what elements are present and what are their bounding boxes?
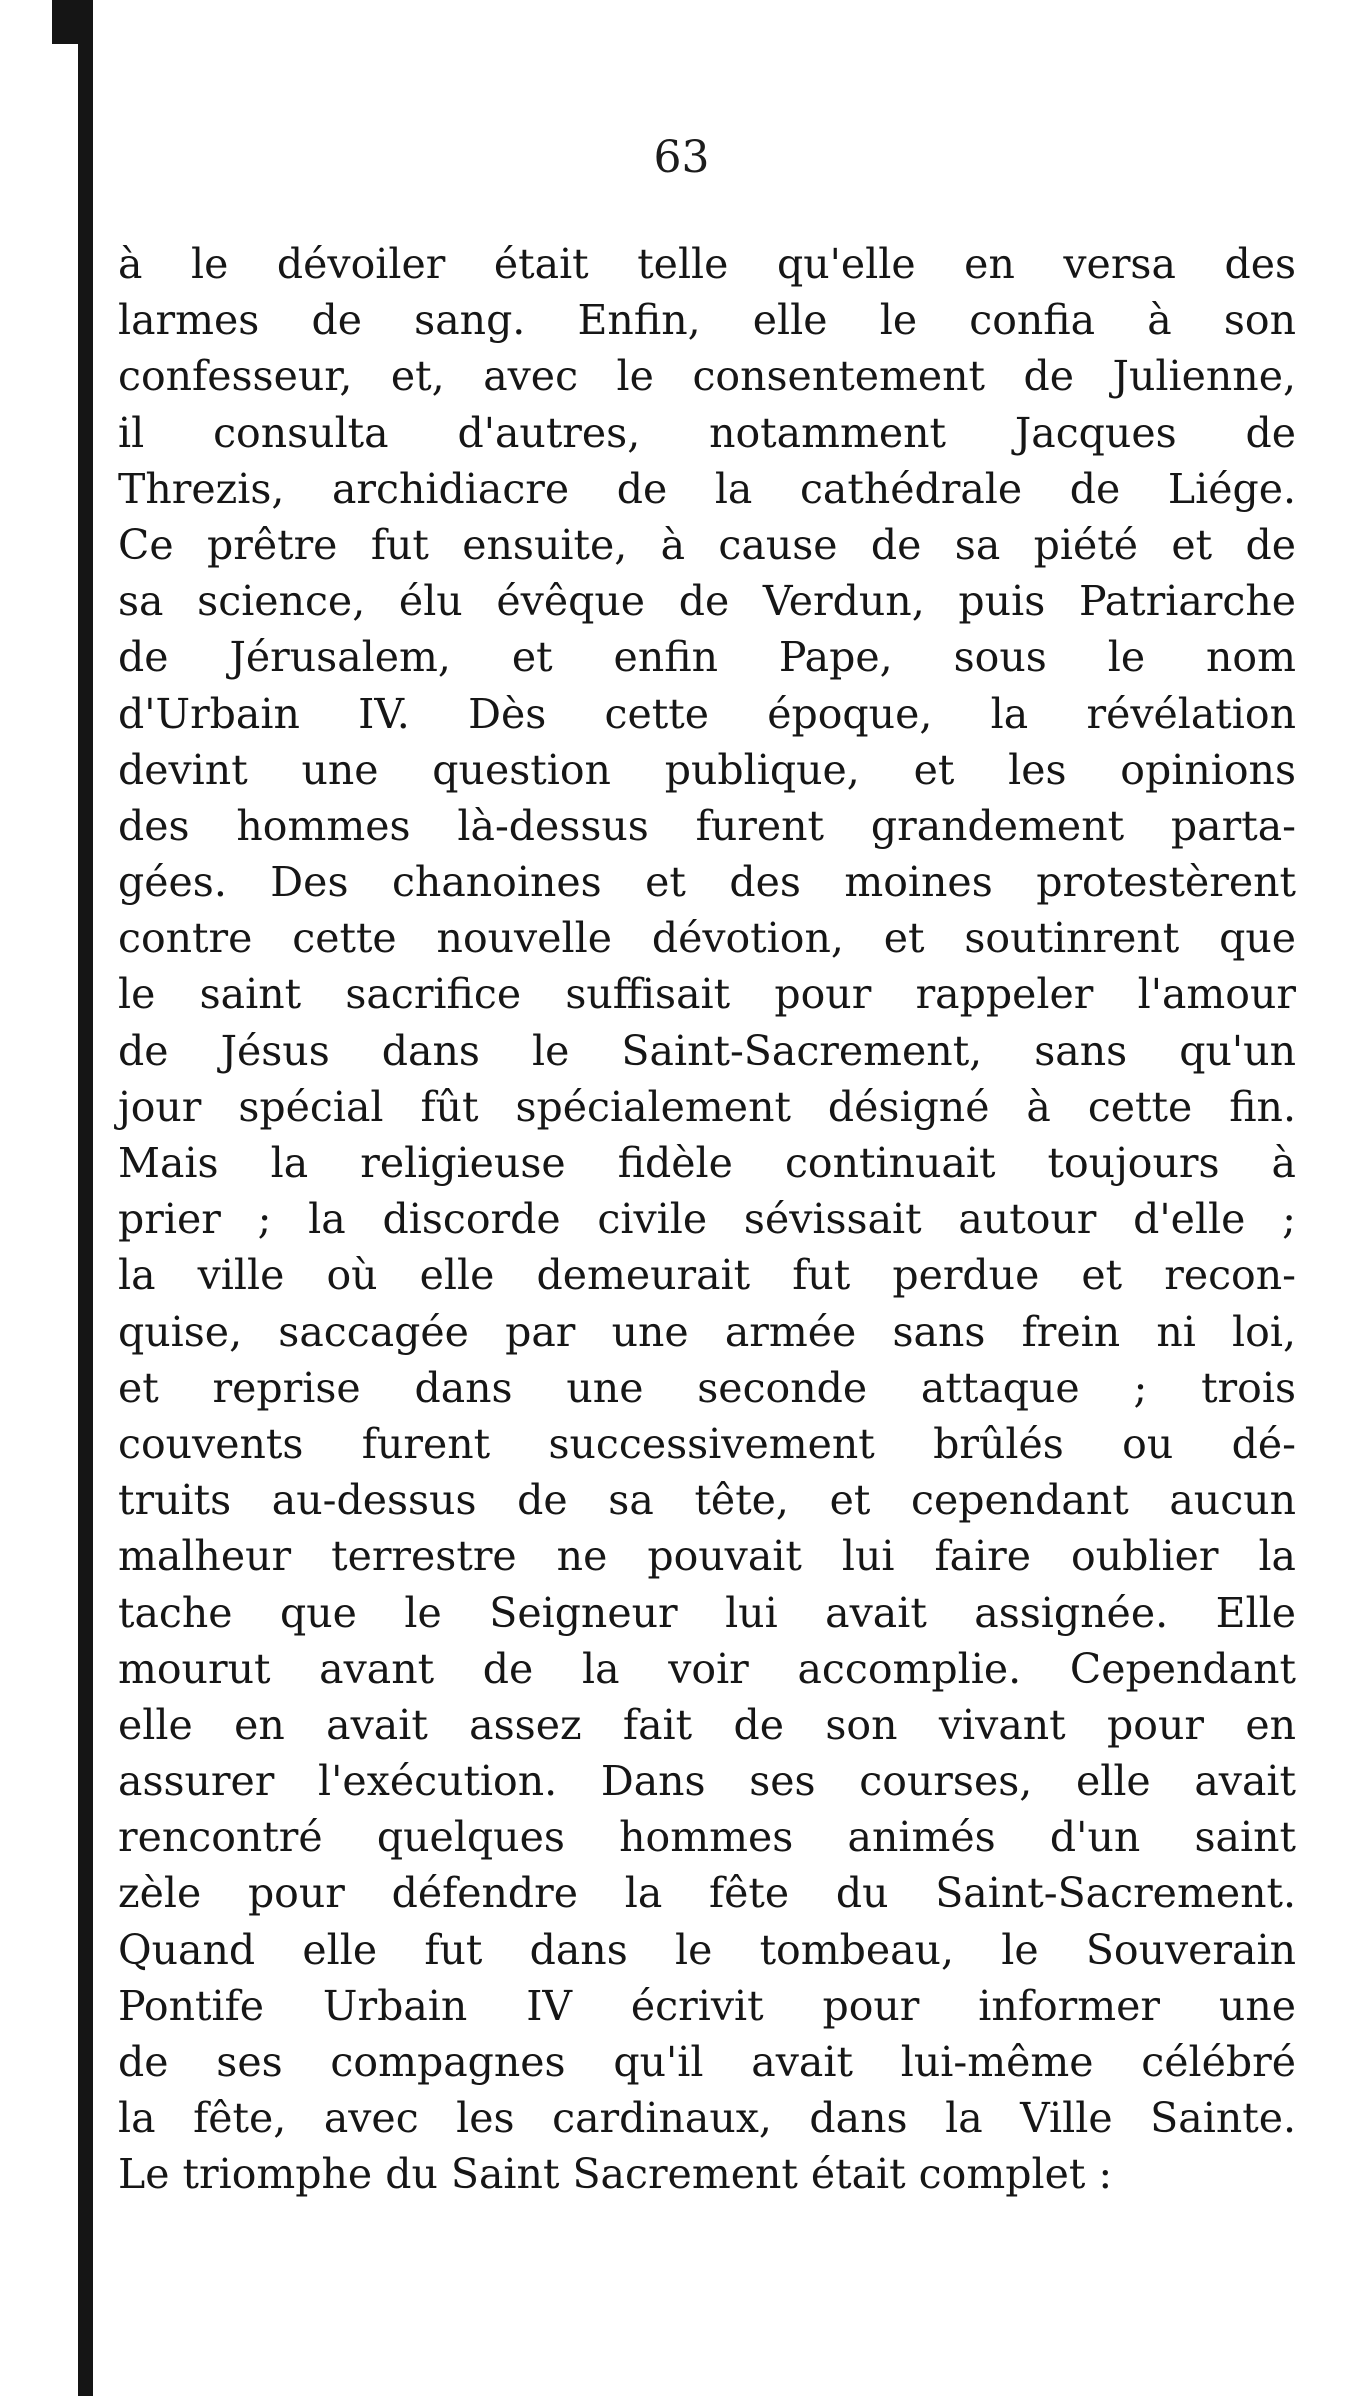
text-line: de ses compagnes qu'il avait lui-même célébré bbox=[118, 2038, 1296, 2086]
text-line: Mais la religieuse fidèle continuait toujours à bbox=[118, 1139, 1296, 1187]
text-line: confesseur, et, avec le consentement de Julienne, bbox=[118, 352, 1296, 401]
book-spine-corner bbox=[52, 0, 88, 44]
text-line: de Jésus dans le Saint-Sacrement, sans qu'un bbox=[118, 1026, 1296, 1075]
text-line: Le triomphe du Saint Sacrement était complet : bbox=[118, 2150, 1113, 2199]
text-line: il consulta d'autres, notamment Jacques de bbox=[118, 408, 1296, 457]
text-line: contre cette nouvelle dévotion, et soutinrent que bbox=[118, 914, 1296, 963]
text-line: le saint sacrifice suffisait pour rappeler l'amour bbox=[118, 970, 1296, 1019]
text-line: de Jérusalem, et enfin Pape, sous le nom bbox=[118, 633, 1296, 682]
text-line: la fête, avec les cardinaux, dans la Ville Sainte. bbox=[118, 2094, 1296, 2143]
text-line: Pontife Urbain IV écrivit pour informer une bbox=[118, 1981, 1296, 2030]
text-line: jour spécial fût spécialement désigné à cette fin. bbox=[118, 1082, 1296, 1131]
text-line: zèle pour défendre la fête du Saint-Sacrement. bbox=[118, 1869, 1296, 1918]
text-line: larmes de sang. Enfin, elle le confia à son bbox=[118, 296, 1296, 345]
text-line: des hommes là-dessus furent grandement parta- bbox=[118, 801, 1296, 850]
text-line: à le dévoiler était telle qu'elle en versa des bbox=[118, 240, 1296, 288]
text-line: truits au-dessus de sa tête, et cependant aucun bbox=[118, 1476, 1296, 1525]
text-line: quise, saccagée par une armée sans frein ni loi, bbox=[118, 1307, 1296, 1356]
text-line: Threzis, archidiacre de la cathédrale de Liége. bbox=[118, 464, 1296, 513]
text-line: devint une question publique, et les opinions bbox=[118, 745, 1296, 794]
text-line: la ville où elle demeurait fut perdue et recon- bbox=[118, 1251, 1296, 1300]
text-line: d'Urbain IV. Dès cette époque, la révélation bbox=[118, 689, 1296, 738]
text-line: Quand elle fut dans le tombeau, le Souverain bbox=[118, 1925, 1296, 1974]
text-line: Ce prêtre fut ensuite, à cause de sa piété et de bbox=[118, 520, 1296, 569]
text-line: rencontré quelques hommes animés d'un saint bbox=[118, 1813, 1296, 1862]
text-line: mourut avant de la voir accomplie. Cependant bbox=[118, 1644, 1296, 1693]
book-spine-edge bbox=[78, 0, 93, 2396]
body-text bbox=[118, 236, 1296, 2203]
text-line: prier ; la discorde civile sévissait autour d'elle ; bbox=[118, 1195, 1296, 1244]
text-line: et reprise dans une seconde attaque ; trois bbox=[118, 1363, 1296, 1412]
text-line: sa science, élu évêque de Verdun, puis Patriarche bbox=[118, 577, 1296, 626]
text-line: elle en avait assez fait de son vivant pour en bbox=[118, 1700, 1296, 1749]
page-number: 63 bbox=[653, 132, 710, 183]
text-line: gées. Des chanoines et des moines protestèrent bbox=[118, 858, 1296, 907]
text-line: assurer l'exécution. Dans ses courses, elle avait bbox=[118, 1757, 1296, 1806]
text-line: tache que le Seigneur lui avait assignée. Elle bbox=[118, 1588, 1296, 1637]
text-line: couvents furent successivement brûlés ou dé- bbox=[118, 1419, 1296, 1468]
text-line: malheur terrestre ne pouvait lui faire oublier la bbox=[118, 1532, 1296, 1581]
